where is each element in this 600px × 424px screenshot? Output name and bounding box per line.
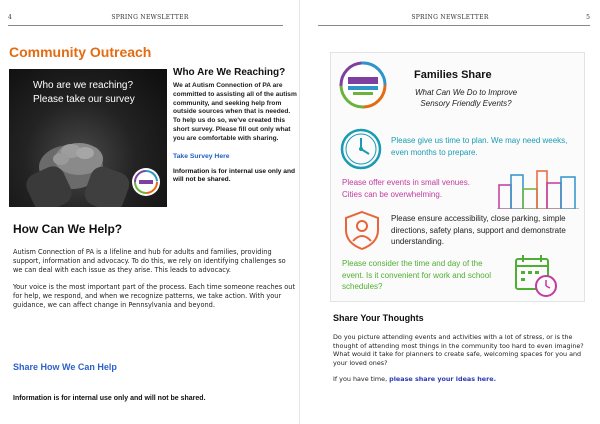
header-rule bbox=[8, 25, 283, 26]
tip-time-and-day: Please consider the time and day of the event. Is it convenient for work and school schedules? bbox=[342, 259, 491, 291]
header-rule bbox=[318, 25, 590, 26]
families-share-infographic bbox=[330, 52, 585, 302]
page-header bbox=[300, 14, 600, 24]
take-survey-link[interactable]: Take Survey Here bbox=[173, 152, 230, 160]
infographic-subtitle: What Can We Do to Improve Sensory Friendly Events? bbox=[414, 88, 518, 108]
reach-column bbox=[173, 67, 298, 185]
header-title: SPRING NEWSLETTER bbox=[111, 14, 189, 21]
header-title: SPRING NEWSLETTER bbox=[411, 14, 489, 21]
thoughts-paragraph-1: Do you picture attending events and activities with a lot of stress, or is the thought of attending most things in the community too hard to even imagine? What would it take for planners to create safe, welcoming spaces for you and your loved ones? bbox=[333, 333, 584, 367]
thoughts-paragraph-2 bbox=[333, 375, 595, 384]
thoughts-heading: Share Your Thoughts bbox=[333, 313, 424, 323]
help-paragraph-2: Your voice is the most important part of the process. Each time someone reaches out for help, we respond, and when we recognize patterns, we take action. With your guidance, we can affect change in Pennsylvania and beyond. bbox=[13, 283, 296, 309]
help-note: Information is for internal use only and will not be shared. bbox=[13, 395, 206, 402]
autism-connection-logo-icon bbox=[131, 167, 161, 197]
infographic-title: Families Share bbox=[414, 69, 492, 81]
reach-text: We at Autism Connection of PA are committed to assisting all of the autism community, and seeking help from outside sources when that is needed. To help us do so, we've created this short survey. Please fill out only what you are comfortable with sharing. bbox=[173, 82, 297, 142]
tip-accessibility: Please ensure accessibility, close parking, simple directions, safety plans, support and demonstrate understanding. bbox=[391, 214, 566, 246]
thoughts-body bbox=[333, 333, 595, 392]
share-ideas-link[interactable]: please share your ideas here. bbox=[389, 375, 497, 384]
calendar-clock-icon bbox=[513, 253, 559, 299]
page-header bbox=[0, 14, 300, 24]
page-number: 5 bbox=[586, 14, 590, 21]
thoughts-prefix: If you have time, bbox=[333, 375, 388, 384]
help-heading: How Can We Help? bbox=[13, 222, 123, 236]
city-skyline-icon bbox=[497, 167, 579, 209]
tip-small-venues: Please offer events in small venues. Cities can be overwhelming. bbox=[342, 178, 470, 199]
page-number: 4 bbox=[8, 14, 12, 21]
help-paragraph-1: Autism Connection of PA is a lifeline and hub for adults and families, providing support, information and advocacy. To do this, we rely on identifying challenges so we can deal with each issue as they arise. This leads to advocacy. bbox=[13, 248, 286, 274]
reach-heading: Who Are We Reaching? bbox=[173, 67, 286, 78]
share-how-we-can-help-link[interactable]: Share How We Can Help bbox=[13, 362, 117, 372]
clock-icon bbox=[339, 127, 383, 171]
survey-image[interactable] bbox=[9, 69, 167, 207]
help-body bbox=[13, 248, 296, 318]
tip-plan-ahead: Please give us time to plan. We may need weeks, even months to prepare. bbox=[391, 136, 568, 157]
reach-note: Information is for internal use only and will not be shared. bbox=[173, 167, 295, 184]
section-title: Community Outreach bbox=[9, 44, 152, 60]
shield-person-icon bbox=[341, 209, 383, 251]
image-caption: Who are we reaching? Please take our survey bbox=[33, 80, 135, 105]
autism-connection-logo-icon bbox=[337, 59, 389, 111]
